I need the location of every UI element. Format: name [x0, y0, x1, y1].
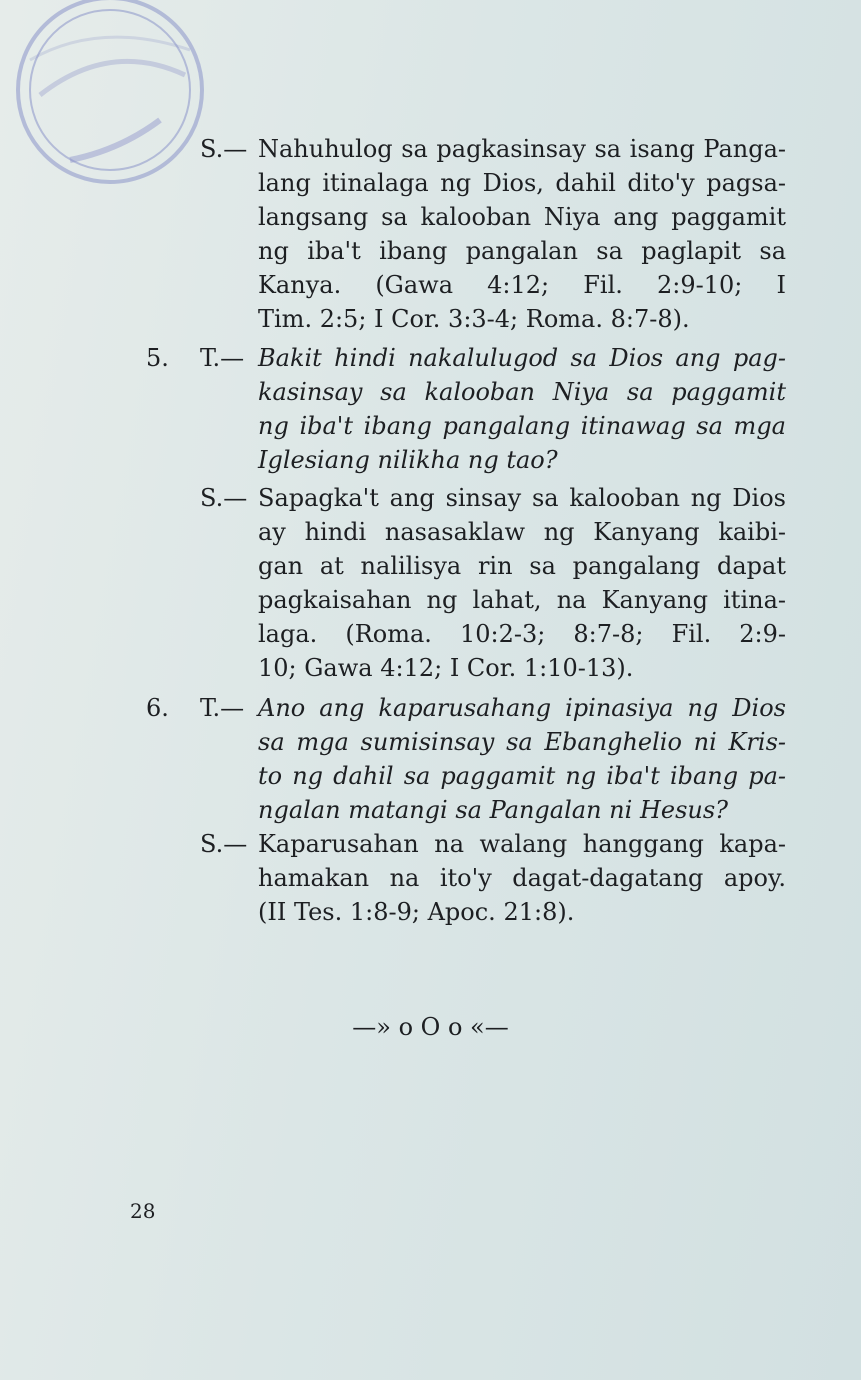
- section-ornament: —» o O o «—: [352, 1013, 509, 1041]
- answer-line: ay hindi nasasaklaw ng Kanyang kaibi-: [258, 518, 786, 546]
- answer-label: S.—: [200, 830, 248, 858]
- library-stamp-icon: [0, 0, 215, 200]
- question-line: to ng dahil sa paggamit ng iba't ibang pa-: [258, 762, 786, 790]
- answer-line: Sapagka't ang sinsay sa kalooban ng Dios: [258, 484, 786, 512]
- question-line: Iglesiang nilikha ng tao?: [258, 446, 558, 474]
- answer-line: Tim. 2:5; I Cor. 3:3-4; Roma. 8:7-8).: [258, 305, 690, 333]
- answer-line: pagkaisahan ng lahat, na Kanyang itina-: [258, 586, 786, 614]
- answer-line: gan at nalilisya rin sa pangalang dapat: [258, 552, 786, 580]
- page-number: 28: [130, 1199, 156, 1223]
- question-label: T.—: [200, 694, 245, 722]
- item-number: 6.: [146, 694, 169, 722]
- question-line: sa mga sumisinsay sa Ebanghelio ni Kris-: [258, 728, 786, 756]
- answer-line: hamakan na ito'y dagat-dagatang apoy.: [258, 864, 786, 892]
- answer-line: lang itinalaga ng Dios, dahil dito'y pagsa-: [258, 169, 786, 197]
- question-line: Bakit hindi nakalulugod sa Dios ang pag-: [258, 344, 786, 372]
- answer-line: langsang sa kalooban Niya ang paggamit: [258, 203, 786, 231]
- answer-label: S.—: [200, 484, 248, 512]
- answer-line: ng iba't ibang pangalan sa paglapit sa: [258, 237, 786, 265]
- answer-label: S.—: [200, 135, 248, 163]
- answer-line: laga. (Roma. 10:2-3; 8:7-8; Fil. 2:9-: [258, 620, 786, 648]
- answer-line: Nahuhulog sa pagkasinsay sa isang Panga-: [258, 135, 786, 163]
- answer-line: Kanya. (Gawa 4:12; Fil. 2:9-10; I: [258, 271, 786, 299]
- question-label: T.—: [200, 344, 245, 372]
- question-line: Ano ang kaparusahang ipinasiya ng Dios: [258, 694, 786, 722]
- question-line: ng iba't ibang pangalang itinawag sa mga: [258, 412, 786, 440]
- item-number: 5.: [146, 344, 169, 372]
- answer-line: Kaparusahan na walang hanggang kapa-: [258, 830, 786, 858]
- answer-line: 10; Gawa 4:12; I Cor. 1:10-13).: [258, 654, 634, 682]
- question-line: kasinsay sa kalooban Niya sa paggamit: [258, 378, 786, 406]
- question-line: ngalan matangi sa Pangalan ni Hesus?: [258, 796, 729, 824]
- answer-line: (II Tes. 1:8-9; Apoc. 21:8).: [258, 898, 575, 926]
